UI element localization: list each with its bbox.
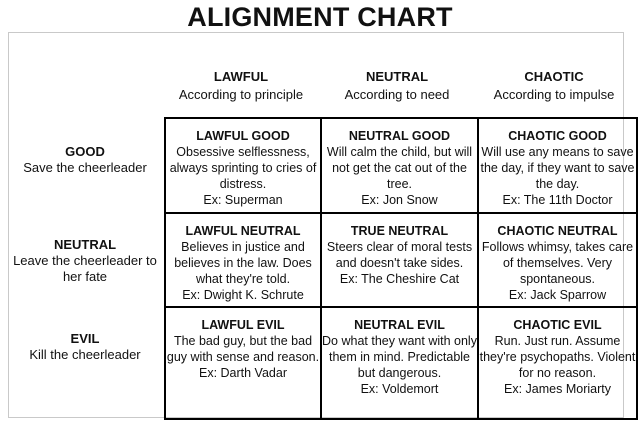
- row-header-evil: [12, 331, 158, 363]
- cell-example: Ex: Voldemort: [360, 382, 439, 396]
- column-header-chaotic: [479, 68, 629, 104]
- cell-description: Obsessive selflessness, always sprinting to cries of distress.: [169, 145, 317, 191]
- cell-title: CHAOTIC NEUTRAL: [497, 224, 618, 238]
- cell-description: Follows whimsy, takes care of themselves. Very spontaneous.: [481, 240, 634, 286]
- cell-chaotic-evil: [479, 308, 636, 418]
- cell-title: LAWFUL NEUTRAL: [185, 224, 301, 238]
- cell-example: Ex: Darth Vadar: [198, 366, 287, 380]
- column-header-subtitle: According to need: [344, 87, 450, 102]
- cell-example: Ex: James Moriarty: [504, 382, 611, 396]
- cell-title: NEUTRAL EVIL: [354, 318, 445, 332]
- column-header-label: LAWFUL: [213, 69, 269, 84]
- column-header-label: CHAOTIC: [524, 69, 584, 84]
- row-header-label: EVIL: [70, 331, 100, 346]
- cell-example: Ex: Jack Sparrow: [508, 288, 607, 302]
- row-header-label: NEUTRAL: [53, 237, 117, 252]
- cell-example: Ex: The 11th Doctor: [502, 193, 613, 207]
- row-header-neutral: [12, 237, 158, 285]
- cell-description: Will calm the child, but will not get the cat out of the tree.: [326, 145, 473, 191]
- cell-description: Steers clear of moral tests and doesn't take sides.: [326, 240, 473, 270]
- column-header-lawful: [166, 68, 316, 104]
- row-header-subtitle: Leave the cheerleader to her fate: [13, 253, 157, 284]
- cell-neutral-evil: [322, 308, 477, 418]
- cell-true-neutral: [322, 214, 477, 306]
- cell-lawful-good: [166, 119, 320, 212]
- cell-lawful-neutral: [166, 214, 320, 306]
- cell-lawful-evil: [166, 308, 320, 418]
- cell-example: Ex: Superman: [203, 193, 283, 207]
- cell-title: CHAOTIC GOOD: [508, 129, 607, 143]
- cell-chaotic-good: [479, 119, 636, 212]
- cell-neutral-good: [322, 119, 477, 212]
- cell-chaotic-neutral: [479, 214, 636, 306]
- column-header-label: NEUTRAL: [365, 69, 429, 84]
- cell-description: Believes in justice and believes in the law. Does what they're told.: [174, 240, 312, 286]
- row-header-subtitle: Kill the cheerleader: [29, 347, 141, 362]
- cell-example: Ex: Jon Snow: [361, 193, 438, 207]
- row-header-subtitle: Save the cheerleader: [23, 160, 147, 175]
- cell-example: Ex: The Cheshire Cat: [339, 272, 460, 286]
- cell-description: Run. Just run. Assume they're psychopaths. Violent for no reason.: [479, 334, 636, 380]
- cell-description: Will use any means to save the day, if they want to save the day.: [480, 145, 635, 191]
- column-header-subtitle: According to principle: [178, 87, 304, 102]
- row-header-label: GOOD: [65, 144, 105, 159]
- cell-description: Do what they want with only them in mind. Predictable but dangerous.: [322, 334, 477, 380]
- column-header-neutral: [322, 68, 472, 104]
- row-header-good: [12, 144, 158, 176]
- cell-title: LAWFUL EVIL: [201, 318, 285, 332]
- cell-title: CHAOTIC EVIL: [513, 318, 602, 332]
- cell-title: NEUTRAL GOOD: [348, 129, 451, 143]
- chart-title: ALIGNMENT CHART: [187, 2, 453, 32]
- cell-description: The bad guy, but the bad guy with sense and reason.: [166, 334, 320, 364]
- cell-title: TRUE NEUTRAL: [350, 224, 449, 238]
- alignment-grid: [164, 117, 638, 420]
- cell-title: LAWFUL GOOD: [196, 129, 290, 143]
- cell-example: Ex: Dwight K. Schrute: [182, 288, 304, 302]
- column-header-subtitle: According to impulse: [493, 87, 615, 102]
